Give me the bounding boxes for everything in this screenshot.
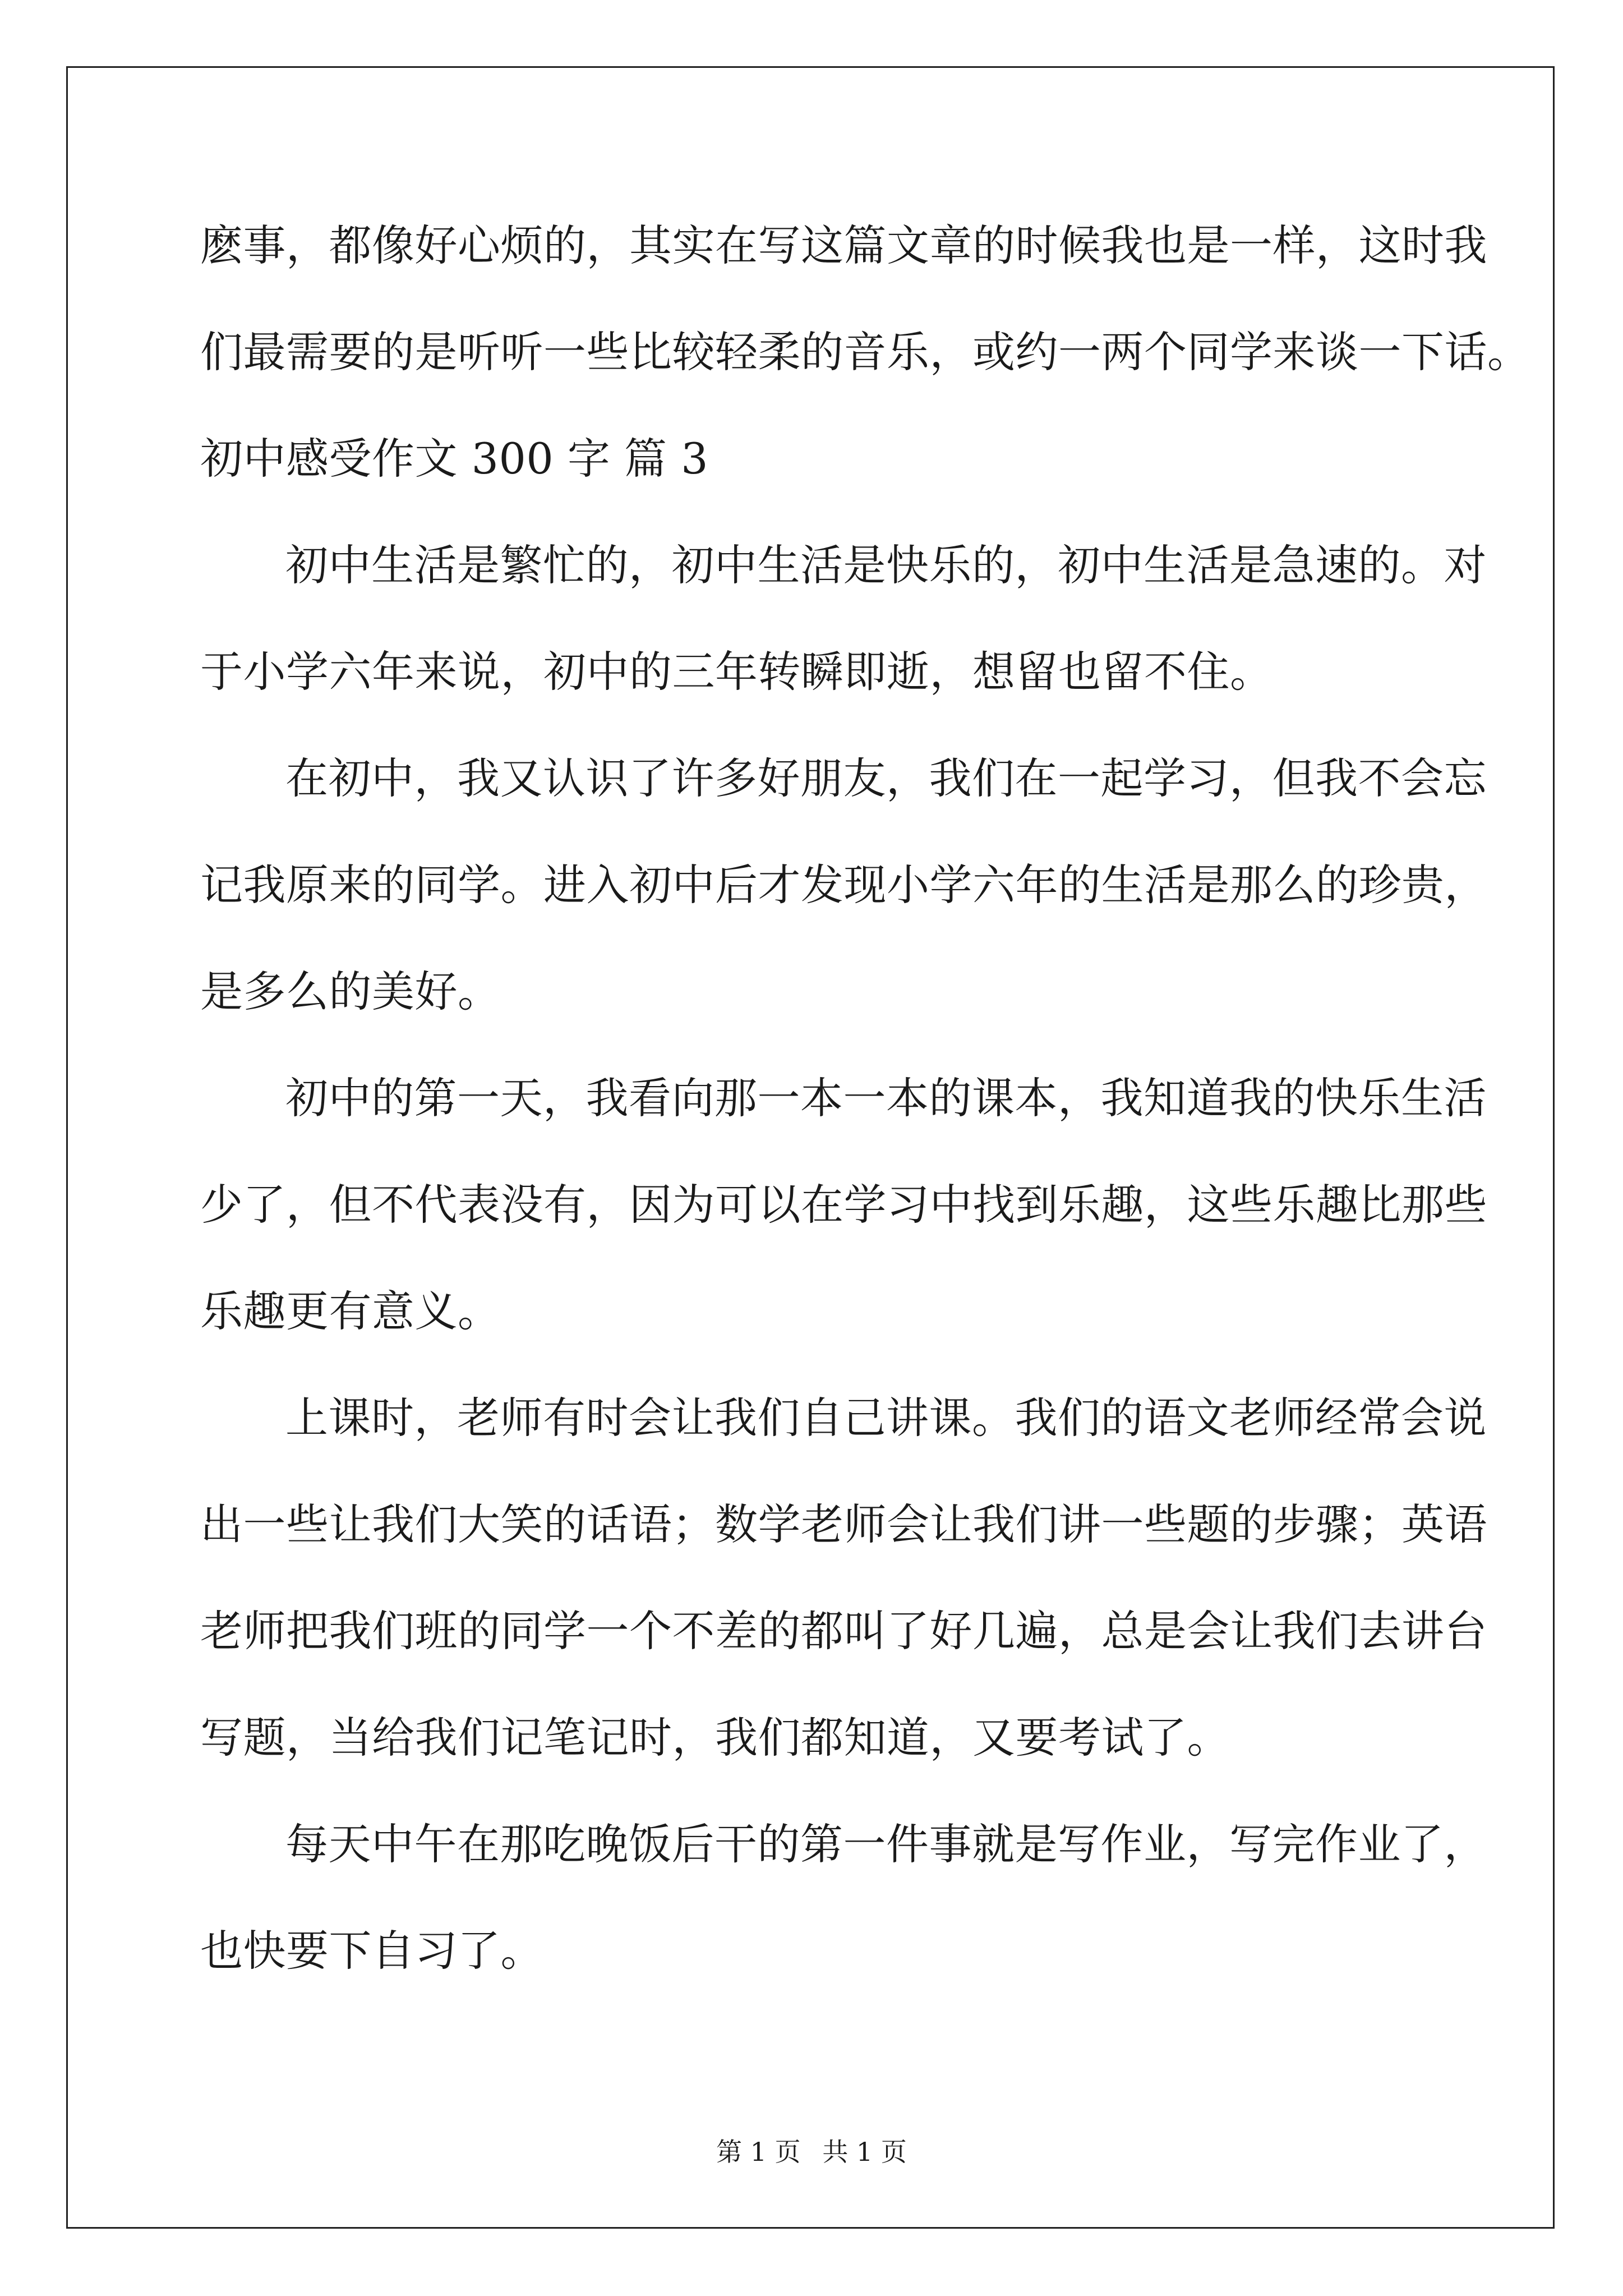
text-line: 麽事，都像好心烦的，其实在写这篇文章的时候我也是一样，这时我 bbox=[200, 220, 1487, 270]
text-line: 是多么的美好。 bbox=[200, 967, 501, 1016]
text-line: 们最需要的是听听一些比较轻柔的音乐，或约一两个同学来谈一下话。 bbox=[200, 327, 1530, 377]
paragraph-first-line: 初中的第一天，我看向那一本一本的课本，我知道我的快乐生活 bbox=[285, 1073, 1487, 1123]
paragraph-first-line: 初中生活是繁忙的，初中生活是快乐的，初中生活是急速的。对 bbox=[285, 540, 1487, 590]
text-line: 出一些让我们大笑的话语；数学老师会让我们讲一些题的步骤；英语 bbox=[200, 1499, 1487, 1549]
paragraph-first-line: 上课时，老师有时会让我们自己讲课。我们的语文老师经常会说 bbox=[285, 1393, 1487, 1443]
section-heading: 初中感受作文 300 字 篇 3 bbox=[200, 434, 709, 484]
page-number: 第 1 页 bbox=[716, 2137, 801, 2167]
paragraph-first-line: 在初中，我又认识了许多好朋友，我们在一起学习，但我不会忘 bbox=[285, 753, 1487, 803]
text-line: 少了，但不代表没有，因为可以在学习中找到乐趣，这些乐趣比那些 bbox=[200, 1180, 1487, 1230]
text-line: 写题，当给我们记笔记时，我们都知道，又要考试了。 bbox=[200, 1713, 1230, 1763]
paragraph-first-line: 每天中午在那吃晚饭后干的第一件事就是写作业，写完作业了， bbox=[285, 1819, 1487, 1869]
text-line: 乐趣更有意义。 bbox=[200, 1286, 501, 1336]
text-line: 记我原来的同学。进入初中后才发现小学六年的生活是那么的珍贵， bbox=[200, 860, 1487, 910]
page-border bbox=[66, 66, 1555, 2229]
text-line: 于小学六年来说，初中的三年转瞬即逝，想留也留不住。 bbox=[200, 647, 1273, 697]
page-footer bbox=[0, 2139, 1623, 2165]
text-line: 老师把我们班的同学一个不差的都叫了好几遍，总是会让我们去讲台 bbox=[200, 1606, 1487, 1656]
page-total: 共 1 页 bbox=[822, 2137, 907, 2167]
text-line: 也快要下自习了。 bbox=[200, 1926, 543, 1976]
